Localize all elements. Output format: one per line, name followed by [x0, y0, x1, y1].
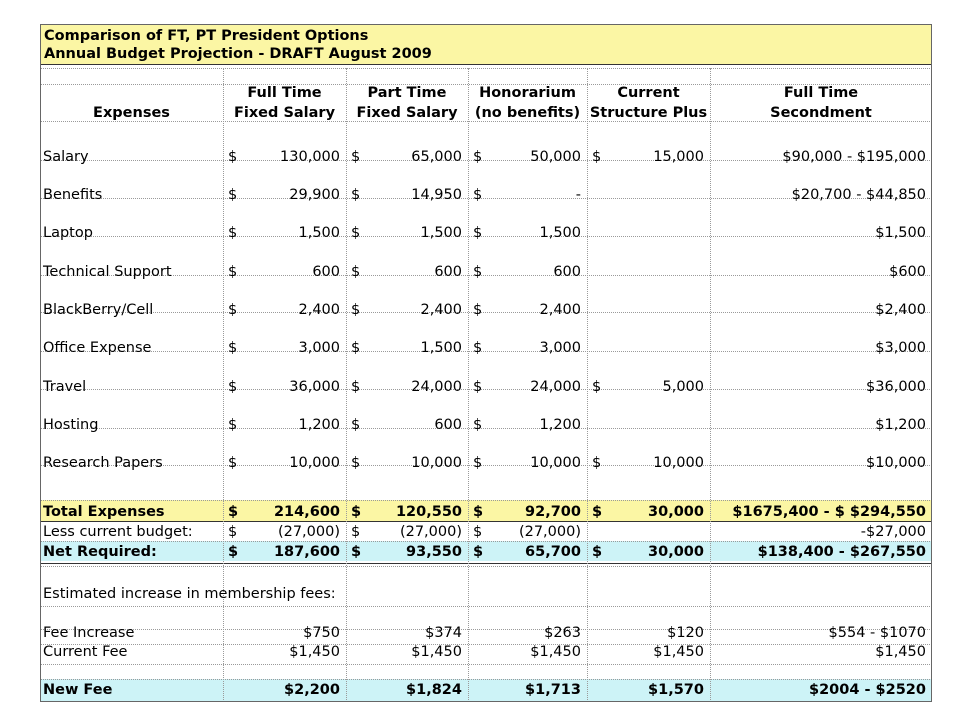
cell-cur: $1,570: [648, 682, 704, 698]
cell-sec: $20,700 - $44,850: [791, 187, 926, 203]
cell-pt: $1,824: [406, 682, 462, 698]
cell-hon: 65,700: [525, 544, 581, 560]
cell-hon: 600: [553, 264, 581, 280]
dollar-sign: $: [351, 524, 361, 540]
title-separator: [40, 64, 932, 65]
title-block: [40, 24, 932, 64]
dollar-sign: $: [228, 302, 238, 318]
dollar-sign: $: [473, 504, 484, 520]
cell-hon: -: [575, 187, 581, 203]
cell-sec: $138,400 - $267,550: [757, 544, 926, 560]
cell-pt: 600: [434, 417, 462, 433]
grid-line: [40, 566, 932, 567]
dollar-sign: $: [592, 544, 603, 560]
cell-sec: -$27,000: [860, 524, 926, 540]
cell-hon: (27,000): [518, 524, 581, 540]
dollar-sign: $: [473, 187, 483, 203]
row-label: Office Expense: [43, 340, 152, 356]
row-divider: [40, 664, 932, 665]
header-ft-line2: Fixed Salary: [233, 105, 336, 121]
dollar-sign: $: [473, 455, 483, 471]
dollar-sign: $: [228, 187, 238, 203]
row-label: Laptop: [43, 225, 93, 241]
row-label: Travel: [43, 379, 87, 395]
cell-cur: 5,000: [662, 379, 704, 395]
cell-sec: $1,200: [875, 417, 926, 433]
cell-sec: $36,000: [866, 379, 926, 395]
row-label: Total Expenses: [43, 504, 165, 520]
dollar-sign: $: [473, 417, 483, 433]
cell-ft: $1,450: [289, 644, 340, 660]
cell-hon: 2,400: [539, 302, 581, 318]
cell-pt: (27,000): [399, 524, 462, 540]
dollar-sign: $: [473, 340, 483, 356]
net-separator: [40, 563, 932, 564]
cell-ft: 1,200: [298, 417, 340, 433]
dollar-sign: $: [592, 379, 602, 395]
cell-cur: $120: [667, 625, 704, 641]
header-pt-line2: Fixed Salary: [356, 105, 458, 121]
dollar-sign: $: [228, 379, 238, 395]
cell-sec: $1,450: [875, 644, 926, 660]
cell-cur: 30,000: [648, 504, 704, 520]
cell-hon: 3,000: [539, 340, 581, 356]
dollar-sign: $: [473, 149, 483, 165]
header-hon-line1: Honorarium: [479, 85, 576, 101]
total-separator: [40, 521, 932, 522]
cell-sec: $2,400: [875, 302, 926, 318]
cell-pt: 65,000: [411, 149, 462, 165]
row-divider: [40, 500, 932, 501]
dollar-sign: $: [592, 149, 602, 165]
cell-ft: 187,600: [273, 544, 340, 560]
cell-cur: 15,000: [653, 149, 704, 165]
cell-cur: $1,450: [653, 644, 704, 660]
row-label: Technical Support: [43, 264, 172, 280]
cell-sec: $600: [889, 264, 926, 280]
cell-hon: $263: [544, 625, 581, 641]
row-label: Hosting: [43, 417, 99, 433]
cell-ft: 214,600: [273, 504, 340, 520]
title-line-1: Comparison of FT, PT President Options: [44, 28, 369, 44]
cell-ft: $2,200: [284, 682, 340, 698]
header-hon-line2: (no benefits): [474, 105, 581, 121]
cell-ft: 130,000: [280, 149, 340, 165]
row-label: Benefits: [43, 187, 103, 203]
budget-spreadsheet: [40, 24, 932, 702]
cell-ft: 10,000: [289, 455, 340, 471]
cell-hon: 10,000: [530, 455, 581, 471]
dollar-sign: $: [592, 504, 603, 520]
dollar-sign: $: [473, 264, 483, 280]
cell-sec: $90,000 - $195,000: [782, 149, 926, 165]
cell-pt: 24,000: [411, 379, 462, 395]
row-divider: [40, 541, 932, 542]
cell-pt: 120,550: [395, 504, 462, 520]
dollar-sign: $: [228, 225, 238, 241]
cell-pt: $374: [425, 625, 462, 641]
cell-pt: 1,500: [420, 340, 462, 356]
cell-hon: $1,713: [525, 682, 581, 698]
cell-sec: $3,000: [875, 340, 926, 356]
header-sec-line1: Full Time: [783, 85, 859, 101]
cell-pt: 1,500: [420, 225, 462, 241]
cell-sec: $554 - $1070: [828, 625, 926, 641]
cell-hon: 50,000: [530, 149, 581, 165]
cell-sec: $1,500: [875, 225, 926, 241]
header-cur-line1: Current: [617, 85, 680, 101]
cell-hon: 1,200: [539, 417, 581, 433]
fees-heading: Estimated increase in membership fees:: [43, 586, 336, 602]
dollar-sign: $: [228, 149, 238, 165]
row-label: Current Fee: [43, 644, 128, 660]
cell-pt: 93,550: [406, 544, 462, 560]
dollar-sign: $: [351, 264, 361, 280]
dollar-sign: $: [351, 417, 361, 433]
row-label: New Fee: [43, 682, 113, 698]
cell-ft: 3,000: [298, 340, 340, 356]
dollar-sign: $: [228, 455, 238, 471]
dollar-sign: $: [351, 187, 361, 203]
cell-hon: $1,450: [530, 644, 581, 660]
cell-pt: 600: [434, 264, 462, 280]
dollar-sign: $: [351, 379, 361, 395]
cell-ft: 29,900: [289, 187, 340, 203]
row-label: Research Papers: [43, 455, 163, 471]
row-divider: [40, 606, 932, 607]
cell-ft: 600: [312, 264, 340, 280]
header-ft-line1: Full Time: [247, 85, 322, 101]
dollar-sign: $: [228, 504, 239, 520]
grid-line: [40, 68, 932, 69]
header-cur-line2: Structure Plus: [589, 105, 708, 121]
dollar-sign: $: [473, 544, 484, 560]
cell-cur: 30,000: [648, 544, 704, 560]
header-pt-line1: Part Time: [367, 85, 447, 101]
cell-sec: $2004 - $2520: [808, 682, 926, 698]
dollar-sign: $: [351, 149, 361, 165]
row-label: Fee Increase: [43, 625, 135, 641]
dollar-sign: $: [473, 379, 483, 395]
dollar-sign: $: [351, 504, 362, 520]
cell-hon: 1,500: [539, 225, 581, 241]
dollar-sign: $: [228, 417, 238, 433]
cell-cur: 10,000: [653, 455, 704, 471]
cell-ft: $750: [303, 625, 340, 641]
dollar-sign: $: [228, 264, 238, 280]
cell-hon: 24,000: [530, 379, 581, 395]
dollar-sign: $: [351, 302, 361, 318]
cell-pt: 14,950: [411, 187, 462, 203]
cell-ft: 1,500: [298, 225, 340, 241]
cell-sec: $10,000: [866, 455, 926, 471]
dollar-sign: $: [473, 225, 483, 241]
header-sec-line2: Secondment: [770, 105, 872, 121]
cell-pt: 2,400: [420, 302, 462, 318]
dollar-sign: $: [351, 225, 361, 241]
dollar-sign: $: [592, 455, 602, 471]
dollar-sign: $: [351, 544, 362, 560]
dollar-sign: $: [228, 544, 239, 560]
dollar-sign: $: [473, 302, 483, 318]
row-label: Less current budget:: [43, 524, 193, 540]
dollar-sign: $: [228, 524, 238, 540]
header-label-line2: Expenses: [93, 105, 170, 121]
dollar-sign: $: [228, 340, 238, 356]
cell-ft: (27,000): [277, 524, 340, 540]
cell-sec: $1675,400 - $ $294,550: [732, 504, 926, 520]
row-label: Salary: [43, 149, 89, 165]
cell-ft: 2,400: [298, 302, 340, 318]
cell-pt: 10,000: [411, 455, 462, 471]
row-label: Net Required:: [43, 544, 157, 560]
cell-ft: 36,000: [289, 379, 340, 395]
title-line-2: Annual Budget Projection - DRAFT August 2009: [44, 46, 432, 62]
dollar-sign: $: [473, 524, 483, 540]
dollar-sign: $: [351, 340, 361, 356]
cell-pt: $1,450: [411, 644, 462, 660]
row-divider: [40, 679, 932, 680]
cell-hon: 92,700: [525, 504, 581, 520]
dollar-sign: $: [351, 455, 361, 471]
row-label: BlackBerry/Cell: [43, 302, 154, 318]
